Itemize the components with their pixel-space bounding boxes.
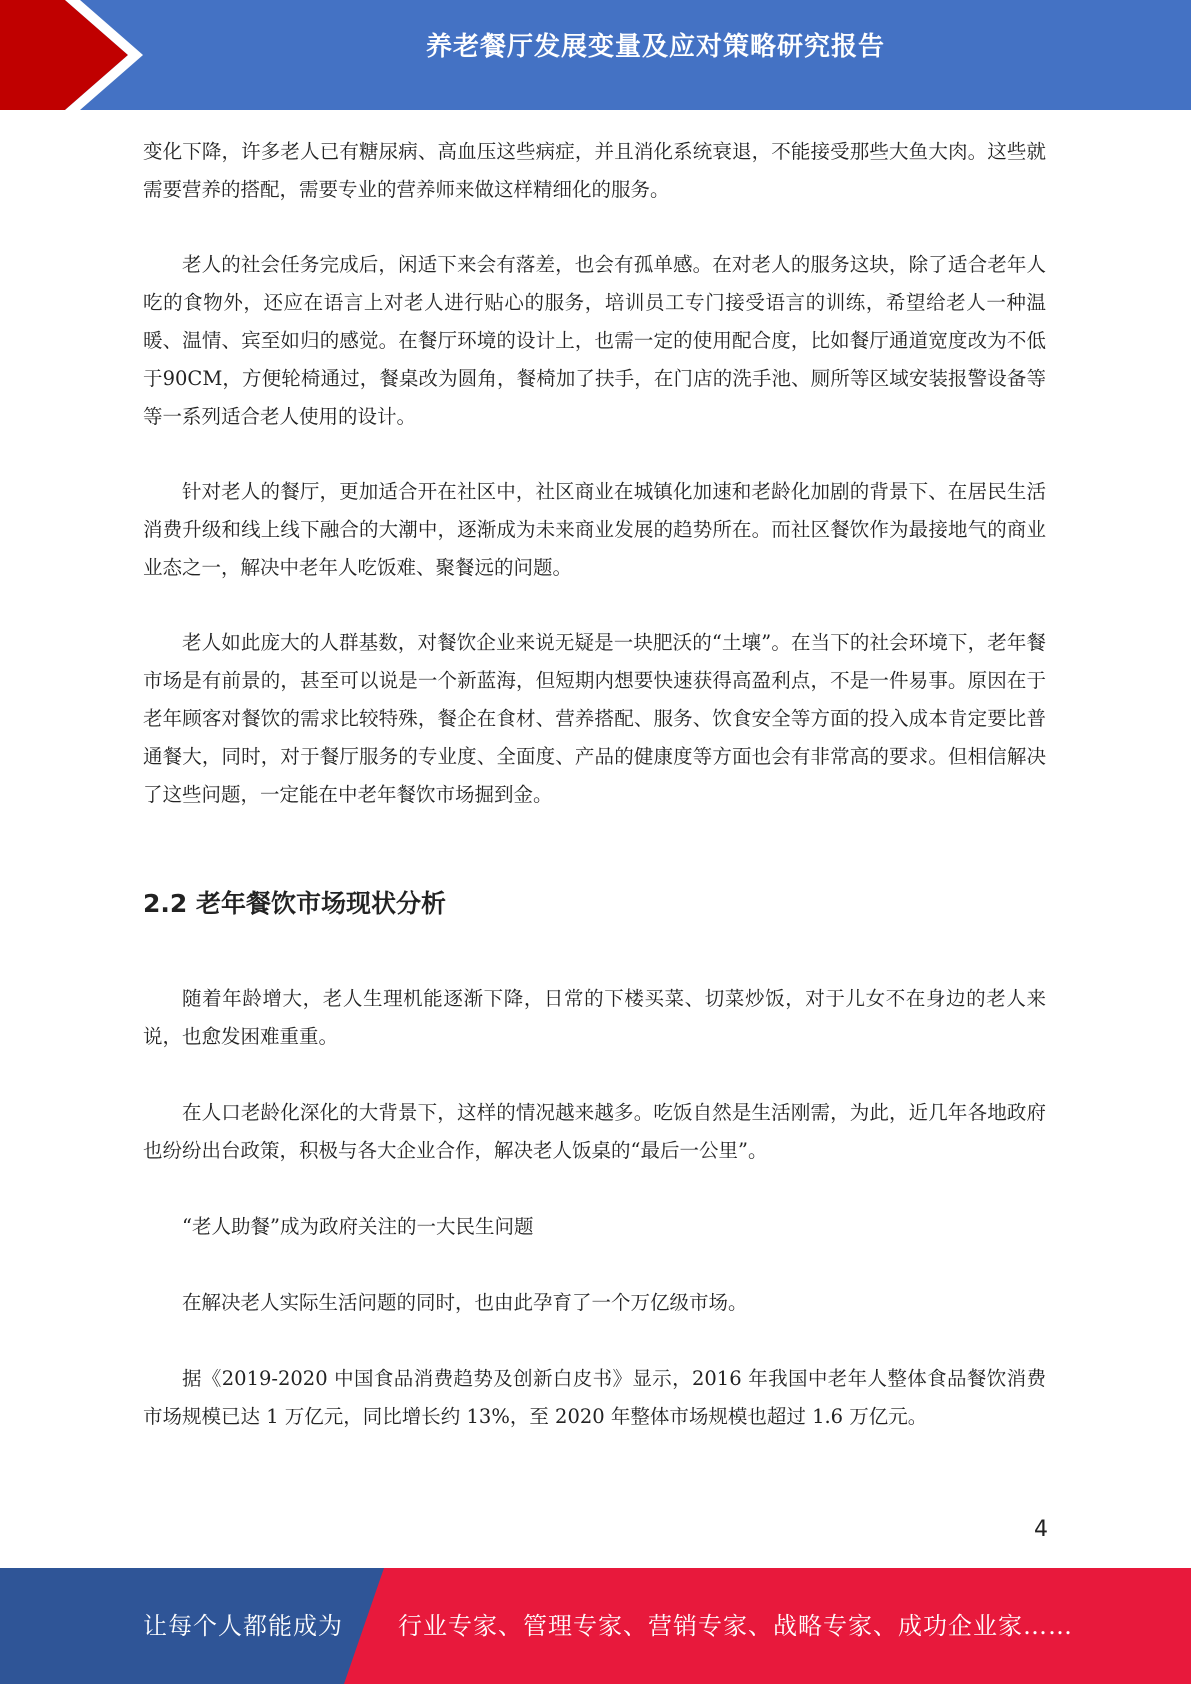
document-title: 养老餐厅发展变量及应对策略研究报告 [425, 32, 885, 62]
footer-slogan-left: 让每个人都能成为 [143, 1612, 343, 1640]
page-header [0, 0, 1191, 110]
paragraph: 老人如此庞大的人群基数，对餐饮企业来说无疑是一块肥沃的“土壤”。在当下的社会环境下，老年餐市场是有前景的，甚至可以说是一个新蓝海，但短期内想要快速获得高盈利点，不是一件易事。原因在于老年顾客对餐饮的需求比较特殊，餐企在食材、营养搭配、服务、饮食安全等方面的投入成本肯定要比普通餐大，同时，对于餐厅服务的专业度、全面度、产品的健康度等方面也会有非常高的要求。但相信解决了这些问题，一定能在中老年餐饮市场掘到金。 [143, 631, 1046, 806]
paragraph: 变化下降，许多老人已有糖尿病、高血压这些病症，并且消化系统衰退，不能接受那些大鱼大肉。这些就需要营养的搭配，需要专业的营养师来做这样精细化的服务。 [143, 140, 1046, 201]
page-number: 4 [1034, 1517, 1048, 1542]
paragraph: 在解决老人实际生活问题的同时，也由此孕育了一个万亿级市场。 [182, 1291, 748, 1314]
paragraph: 针对老人的餐厅，更加适合开在社区中，社区商业在城镇化加速和老龄化加剧的背景下、在居民生活消费升级和线上线下融合的大潮中，逐渐成为未来商业发展的趋势所在。而社区餐饮作为最接地气的商业业态之一，解决中老年人吃饭难、聚餐远的问题。 [143, 480, 1046, 579]
page-footer [0, 1568, 1191, 1684]
header-arrow-decoration [0, 0, 160, 110]
paragraph: 随着年龄增大，老人生理机能逐渐下降，日常的下楼买菜、切菜炒饭，对于儿女不在身边的老人来说，也愈发困难重重。 [143, 987, 1046, 1048]
section-heading: 2.2 老年餐饮市场现状分析 [143, 889, 446, 918]
footer-slogan-right: 行业专家、管理专家、营销专家、战略专家、成功企业家…… [398, 1612, 1073, 1640]
page-content [143, 133, 1046, 1436]
paragraph: 老人的社会任务完成后，闲适下来会有落差，也会有孤单感。在对老人的服务这块，除了适合老年人吃的食物外，还应在语言上对老人进行贴心的服务，培训员工专门接受语言的训练，希望给老人一种温暖、温情、宾至如归的感觉。在餐厅环境的设计上，也需一定的使用配合度，比如餐厅通道宽度改为不低于90CM，方便轮椅通过，餐桌改为圆角，餐椅加了扶手，在门店的洗手池、厕所等区域安装报警设备等等一系列适合老人使用的设计。 [143, 253, 1046, 428]
paragraph: 据《2019-2020 中国食品消费趋势及创新白皮书》显示，2016 年我国中老年人整体食品餐饮消费市场规模已达 1 万亿元，同比增长约 13%，至 2020 年整体市场规模也超过 1.6 万亿元。 [143, 1367, 1046, 1428]
paragraph: “老人助餐”成为政府关注的一大民生问题 [182, 1215, 534, 1238]
paragraph: 在人口老龄化深化的大背景下，这样的情况越来越多。吃饭自然是生活刚需，为此，近几年各地政府也纷纷出台政策，积极与各大企业合作，解决老人饭桌的“最后一公里”。 [143, 1101, 1046, 1162]
